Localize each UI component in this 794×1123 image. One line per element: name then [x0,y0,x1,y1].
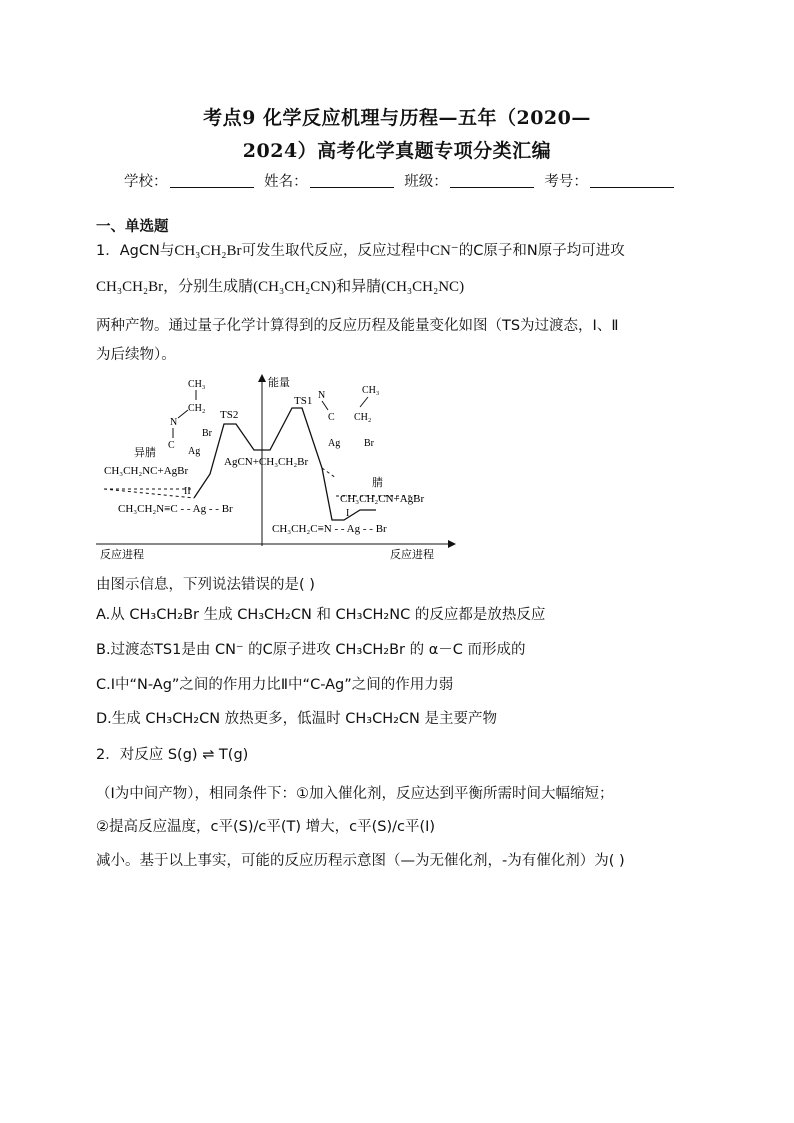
ts2-label: TS2 [220,409,239,421]
ts2-n: N [170,417,178,428]
nitrile-label: 腈 [372,477,383,489]
number-label: 考号： [544,174,588,190]
q2-line3: ②提高反应温度，c平(S)/c平(T) 增大，c平(S)/c平(I) [96,819,436,835]
isonitrile-product: CH₃CH₂NC+AgBr [104,465,189,477]
ts1-ag: Ag [328,438,341,449]
species-1-label: CH₃CH₂C≡N - - Ag - - Br [272,523,387,535]
ts1-bond1 [360,397,368,407]
q1-formula-b: CH₃CH₂Br [174,243,242,259]
xlabel-left: 反应进程 [100,549,144,561]
isonitrile-label: 异腈 [134,447,156,459]
q1-option-c[interactable]: C.Ⅰ中“N-Ag”之间的作用力比Ⅱ中“C-Ag”之间的作用力弱 [96,677,454,693]
ts1-label: TS1 [294,395,313,407]
q2-line2: （I为中间产物），相同条件下：①加入催化剂，反应达到平衡所需时间大幅缩短； [96,786,614,802]
q1-text-a: 1．AgCN与 [96,243,175,259]
energy-label: 能量 [268,377,290,389]
name-blank[interactable] [310,173,394,188]
ts1-ch3: CH₃ [362,385,380,396]
isonitrile-link [104,489,194,498]
q1-line4: 为后续物）。 [96,347,176,363]
nitrile-product: CH₃CH₂CN+AgBr [340,493,425,505]
q1-line2: CH₃CH₂Br，分别生成腈(CH₃CH₂CN)和异腈(CH₃CH₂NC) [96,279,465,295]
q1-option-a[interactable]: A.从 CH₃CH₂Br 生成 CH₃CH₂CN 和 CH₃CH₂NC 的反应都是放热反应 [96,607,546,623]
q1-question: 由图示信息，下列说法错误的是( ) [96,577,315,593]
ts1-br: Br [364,438,374,449]
q1-line1 [96,239,625,260]
student-info-row [124,170,680,191]
page-title-line2: 2024）高考化学真题专项分类汇编 [242,140,552,162]
q2-line4: 减小。基于以上事实，可能的反应历程示意图（—为无催化剂，-为有催化剂）为( ) [96,853,625,869]
ts1-triple-bond [322,401,328,410]
reactant-label: AgCN+CH₃CH₂Br [224,456,309,468]
ts2-br: Br [202,428,212,439]
x-axis-arrow [448,540,456,548]
q1-text-c: 可发生取代反应，反应过程中 [241,243,430,259]
q1-formula-d: CN⁻ [429,243,459,259]
ts2-bond2 [178,410,188,418]
ts1-ch2: CH₂ [354,412,372,423]
y-axis-arrow [258,374,266,382]
q1-option-d[interactable]: D.生成 CH₃CH₂CN 放热更多，低温时 CH₃CH₂CN 是主要产物 [96,711,498,727]
energy-profile-figure [96,370,456,562]
q1-option-b[interactable]: B.过渡态TS1是由 CN⁻ 的C原子进攻 CH₃CH₂Br 的 α－C 而形成的 [96,642,526,658]
xlabel-right: 反应进程 [390,549,434,561]
roman-2-label: II [184,486,191,497]
name-label: 姓名： [264,174,308,190]
school-blank[interactable] [170,173,254,188]
school-label: 学校： [124,174,168,190]
ts1-c: C [328,412,335,423]
roman-1-label: I [346,508,350,519]
class-label: 班级： [404,174,448,190]
ts2-ch2: CH₂ [188,403,206,414]
section-heading: 一、单选题 [96,219,169,235]
q2-line1: 2．对反应 S(g) ⇌ T(g) [96,747,249,763]
class-blank[interactable] [450,173,534,188]
ts1-n: N [318,390,326,401]
ts2-ch3: CH₃ [188,379,206,390]
ts2-c: C [168,440,175,451]
q1-line3: 两种产物。通过量子化学计算得到的反应历程及能量变化如图（TS为过渡态，Ⅰ、Ⅱ [96,318,619,334]
q1-text-e: 的C原子和N原子均可进攻 [458,243,625,259]
number-blank[interactable] [590,173,674,188]
page-title-line1: 考点9 化学反应机理与历程—五年（2020— [203,107,591,129]
species-2-label: CH₃CH₂N≡C - - Ag - - Br [118,503,233,515]
ts2-ag: Ag [188,446,201,457]
